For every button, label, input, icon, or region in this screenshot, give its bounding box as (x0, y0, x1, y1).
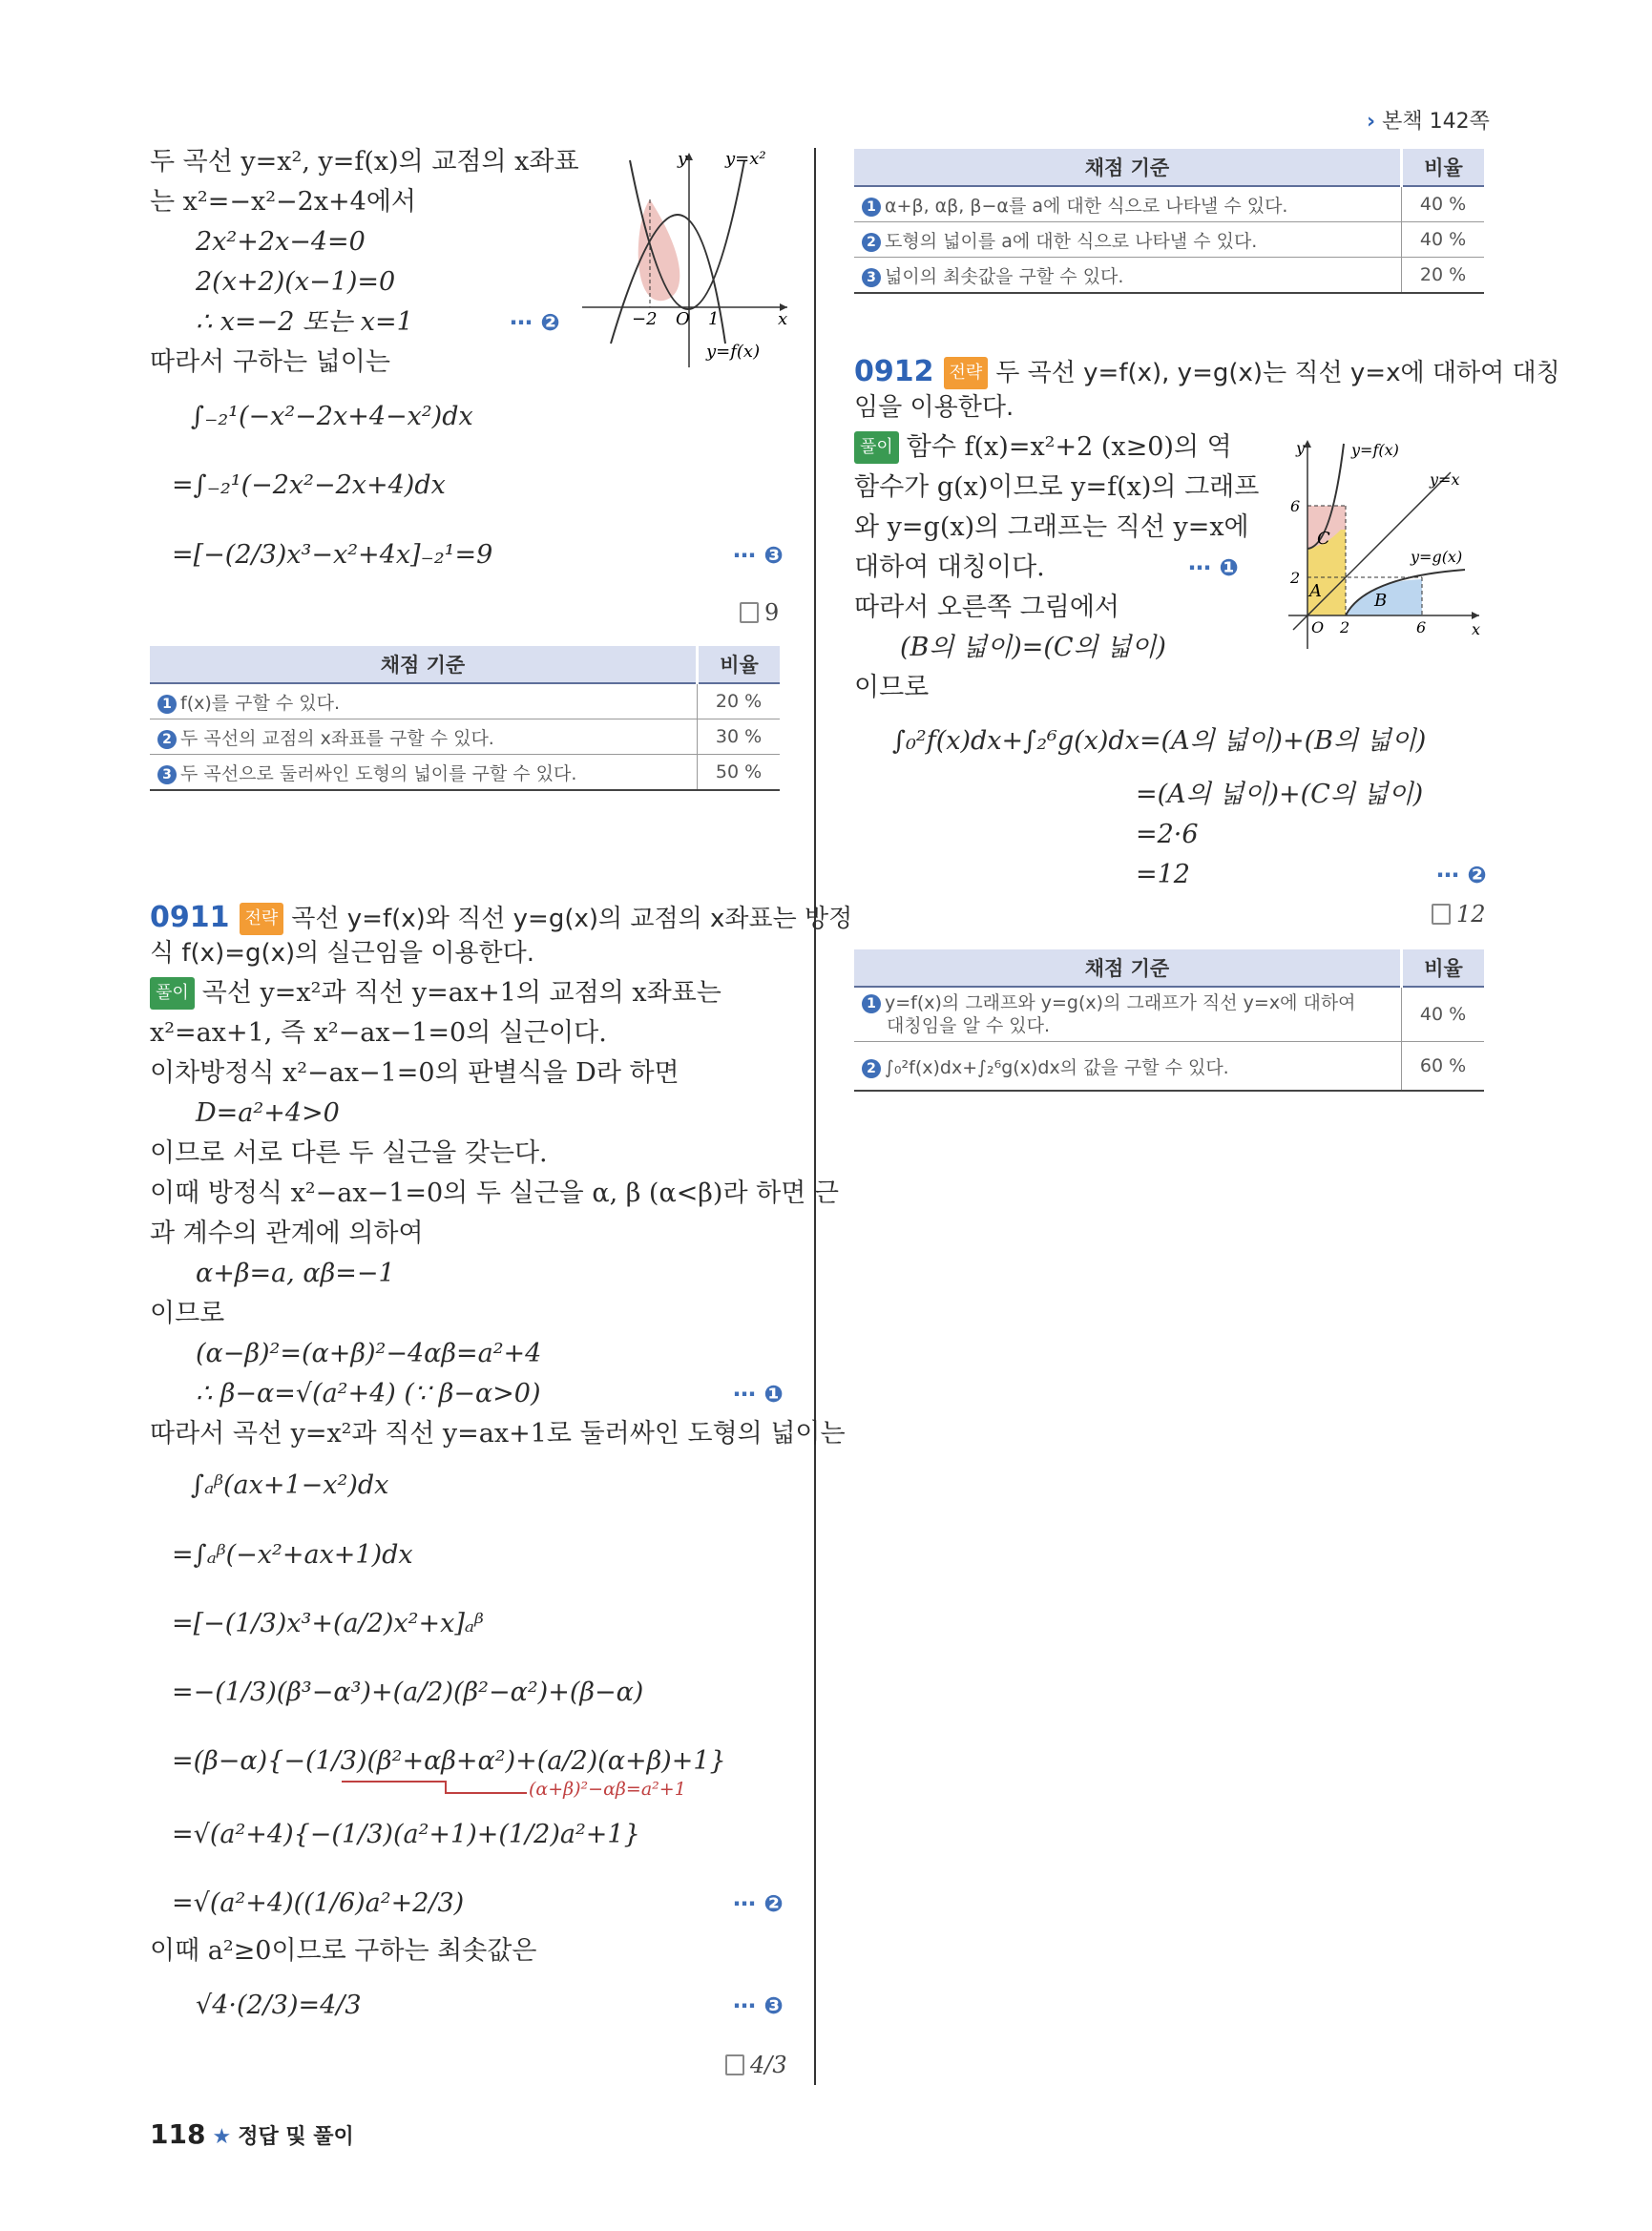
equation: ∫₋₂¹(−x²−2x+4−x²)dx (191, 402, 473, 431)
table-header: 비율 (698, 646, 781, 683)
circled-number: 2 (862, 1059, 881, 1078)
text-line: 풀이 곡선 y=x²과 직선 y=ax+1의 교점의 x좌표는 (150, 977, 721, 1010)
curve-label: y=g(x) (1411, 548, 1463, 566)
step-marker: ⋯ ❸ (733, 1992, 784, 2019)
text-line: 두 곡선 y=x², y=f(x)의 교점의 x좌표 (150, 147, 579, 177)
equation: 2(x+2)(x−1)=0 (196, 267, 396, 297)
answer: 4/3 (725, 2052, 787, 2078)
circled-number: 3 (862, 268, 881, 287)
problem-number: 0911 (150, 901, 230, 934)
equation: =[−(2/3)x³−x²+4x]₋₂¹=9 (172, 540, 493, 570)
table-row: 3 두 곡선으로 둘러싸인 도형의 넓이를 구할 수 있다. 50 % (150, 755, 780, 791)
text-line: 함수가 g(x)이므로 y=f(x)의 그래프 (854, 472, 1260, 502)
tick-label: 2 (1290, 569, 1301, 587)
text-line: 이므로 (854, 673, 930, 702)
text-line: 이차방정식 x²−ax−1=0의 판별식을 D라 하면 (150, 1058, 680, 1088)
star-icon: ★ (212, 2125, 232, 2149)
table-header: 채점 기준 (150, 646, 698, 683)
equation: ∫₀²f(x)dx+∫₂⁶g(x)dx=(A의 넓이)+(B의 넓이) (892, 726, 1427, 756)
problem-heading: 0912 전략 두 곡선 y=f(x), y=g(x)는 직선 y=x에 대하여 대칭 (854, 355, 1560, 388)
graph-inverse-functions (1269, 434, 1484, 654)
equation: ∴ β−α=√(a²+4) (∵ β−α>0) (196, 1379, 541, 1408)
table-row: 2 두 곡선의 교점의 x좌표를 구할 수 있다. 30 % (150, 719, 780, 755)
table-header: 비율 (1402, 949, 1485, 987)
text-line: 이때 a²≥0이므로 구하는 최솟값은 (150, 1936, 537, 1966)
answer-icon (740, 602, 759, 623)
table-row: 1 α+β, αβ, β−α를 a에 대한 식으로 나타낼 수 있다. 40 % (854, 186, 1484, 222)
solution-tag: 풀이 (150, 977, 195, 1010)
chevron-right-icon: › (1367, 110, 1376, 134)
text-line: 이므로 서로 다른 두 실근을 갖는다. (150, 1138, 548, 1168)
problem-number: 0912 (854, 355, 934, 388)
equation: D=a²+4>0 (196, 1098, 340, 1128)
text-line: 식 f(x)=g(x)의 실근임을 이용한다. (150, 939, 535, 968)
page-number: 118 (150, 2118, 206, 2150)
equation: =∫ₐᵝ(−x²+ax+1)dx (172, 1540, 413, 1570)
text-line: 임을 이용한다. (854, 393, 1014, 422)
tick-label: 2 (1340, 618, 1350, 636)
axis-label-x: x (778, 309, 788, 329)
axis-label-x: x (1472, 620, 1481, 638)
text-line: 따라서 오른쪽 그림에서 (854, 593, 1119, 622)
circled-number: 1 (157, 695, 177, 714)
region-label: C (1317, 529, 1330, 549)
text-line: 는 x²=−x²−2x+4에서 (150, 187, 417, 217)
text-line: 따라서 구하는 넓이는 (150, 347, 390, 377)
equation: =√(a²+4){−(1/3)(a²+1)+(1/2)a²+1} (172, 1820, 640, 1849)
equation: 2x²+2x−4=0 (196, 227, 366, 257)
graph-parabolas (582, 143, 792, 367)
equation: =√(a²+4)((1/6)a²+2/3) (172, 1888, 465, 1918)
step-marker: ⋯ ❸ (733, 542, 784, 569)
answer-icon (725, 2054, 744, 2075)
origin-label: O (676, 309, 690, 329)
step-marker: ⋯ ❷ (1436, 862, 1487, 888)
equation: =(β−α){−(1/3)(β²+αβ+α²)+(a/2)(α+β)+1} (172, 1746, 726, 1776)
text-line: 과 계수의 관계에 의하여 (150, 1219, 424, 1248)
circled-number: 1 (862, 198, 881, 217)
curve-label: y=f(x) (1351, 441, 1399, 459)
equation: =−(1/3)(β³−α³)+(a/2)(β²−α²)+(β−α) (172, 1678, 644, 1707)
axis-label-y: y (678, 149, 688, 169)
answer-icon (1432, 904, 1451, 925)
text-line: 와 y=g(x)의 그래프는 직선 y=x에 (854, 512, 1249, 542)
tick-label: 1 (708, 309, 720, 329)
note-connector-horizontal (445, 1792, 527, 1794)
table-header: 비율 (1402, 149, 1485, 186)
tick-label: 6 (1290, 497, 1301, 515)
text-line: x²=ax+1, 즉 x²−ax−1=0의 실근이다. (150, 1018, 607, 1048)
text-line: 따라서 곡선 y=x²과 직선 y=ax+1로 둘러싸인 도형의 넓이는 (150, 1419, 846, 1449)
table-header: 채점 기준 (854, 149, 1402, 186)
strategy-tag: 전략 (240, 903, 284, 935)
table-row: 2 ∫₀²f(x)dx+∫₂⁶g(x)dx의 값을 구할 수 있다. 60 % (854, 1042, 1484, 1092)
curve-label: y=x² (725, 149, 766, 169)
circled-number: 2 (157, 730, 177, 749)
grading-table (854, 149, 1484, 294)
equation: ∴ x=−2 또는 x=1 (196, 307, 413, 337)
region-label: B (1374, 591, 1388, 611)
page-reference: › 본책 142쪽 (1367, 110, 1490, 134)
step-marker: ⋯ ❷ (510, 309, 560, 336)
axis-label-y: y (1296, 439, 1306, 457)
line-label: y=x (1430, 470, 1460, 489)
equation: =(A의 넓이)+(C의 넓이) (1136, 780, 1424, 809)
page-footer (150, 2118, 354, 2150)
equation: (B의 넓이)=(C의 넓이) (900, 633, 1166, 662)
table-row: 2 도형의 넓이를 a에 대한 식으로 나타낼 수 있다. 40 % (854, 222, 1484, 258)
footer-label: 정답 및 풀이 (238, 2125, 354, 2149)
strategy-tag: 전략 (944, 357, 989, 389)
equation: =[−(1/3)x³+(a/2)x²+x]ₐᵝ (172, 1609, 484, 1638)
equation: =12 (1136, 860, 1190, 889)
tick-label: −2 (632, 309, 658, 329)
table-row: 1 f(x)를 구할 수 있다. 20 % (150, 683, 780, 719)
equation: √4·(2/3)=4/3 (196, 1991, 362, 2020)
circled-number: 3 (157, 765, 177, 784)
equation: =2·6 (1136, 820, 1199, 849)
tick-label: 6 (1416, 618, 1427, 636)
curve-label: y=f(x) (706, 342, 761, 362)
origin-label: O (1311, 618, 1325, 636)
underline-note-connector (342, 1781, 445, 1783)
answer: 9 (740, 599, 779, 626)
column-divider (814, 148, 816, 2085)
table-row: 3 넓이의 최솟값을 구할 수 있다. 20 % (854, 258, 1484, 294)
solution-tag: 풀이 (854, 431, 899, 464)
circled-number: 1 (862, 994, 881, 1013)
equation: ∫ₐᵝ(ax+1−x²)dx (191, 1470, 389, 1500)
table-row: 1 y=f(x)의 그래프와 y=g(x)의 그래프가 직선 y=x에 대하여 대칭임을 알 수 있다. 40 % (854, 987, 1484, 1042)
equation: α+β=a, αβ=−1 (196, 1259, 395, 1288)
step-marker: ⋯ ❶ (1188, 554, 1239, 581)
text-line: 이므로 (150, 1299, 225, 1328)
equation: =∫₋₂¹(−2x²−2x+4)dx (172, 470, 446, 500)
text-line: 대하여 대칭이다. (854, 553, 1045, 582)
step-marker: ⋯ ❷ (733, 1890, 784, 1917)
equation: (α−β)²=(α+β)²−4αβ=a²+4 (196, 1339, 542, 1368)
annotation-note: (α+β)²−αβ=a²+1 (529, 1779, 686, 1800)
table-header: 채점 기준 (854, 949, 1402, 987)
text-line: 이때 방정식 x²−ax−1=0의 두 실근을 α, β (α<β)라 하면 근 (150, 1178, 839, 1208)
region-label: A (1309, 581, 1322, 601)
step-marker: ⋯ ❶ (733, 1381, 784, 1407)
text-line: 풀이 함수 f(x)=x²+2 (x≥0)의 역 (854, 431, 1232, 464)
grading-table (854, 949, 1484, 1092)
answer: 12 (1432, 901, 1486, 928)
problem-heading: 0911 전략 곡선 y=f(x)와 직선 y=g(x)의 교점의 x좌표는 방정 (150, 901, 853, 934)
grading-table (150, 646, 780, 791)
circled-number: 2 (862, 233, 881, 252)
